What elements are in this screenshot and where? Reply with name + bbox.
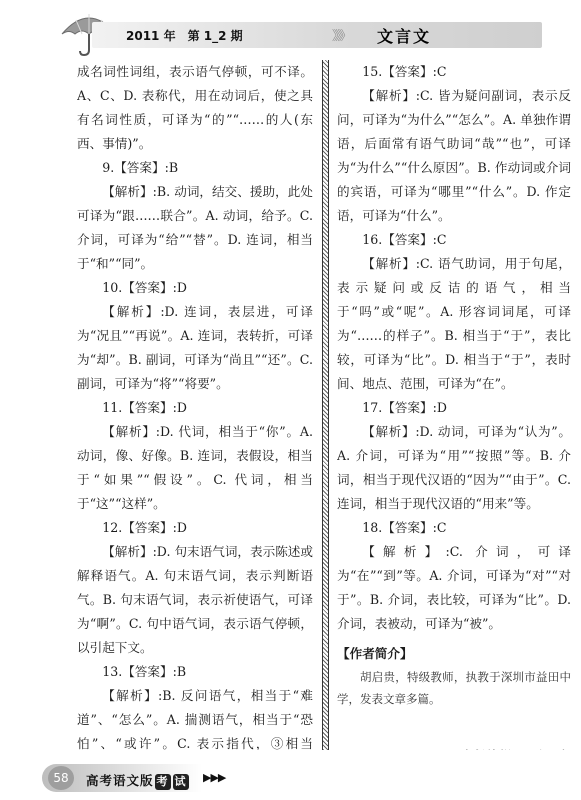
- answer-paragraph: 17.【答案】:D: [362, 400, 447, 415]
- answer-paragraph: 【解析】:D. 连词，表层进，可译为“况且”“再说”。A. 连词，表转折，可译为“却”。B. 副词，可译为“尚且”“还”。C. 副词，可译为“将”“将要”。: [77, 304, 313, 391]
- magazine-name: [86, 771, 190, 790]
- answer-paragraph: 【解析】:C. 皆为疑问副词，表示反问，可译为“为什么”“怎么”。A. 单独作谓语，后面常有语气助词“哉”“也”，可译为“为什么”“什么原因”。B. 作动词或介词的宾语，可译为“哪里”“什么”。D. 作定语，可译为“什么”。: [337, 88, 571, 223]
- answer-paragraph: 9.【答案】:B: [102, 160, 179, 175]
- left-column: [77, 60, 313, 750]
- magazine-prefix: 高考语文版: [86, 773, 154, 788]
- section-title: 文言文: [377, 27, 432, 46]
- answer-paragraph: 12.【答案】:D: [102, 520, 187, 535]
- answer-paragraph: 【解析】:D. 代词，相当于“你”。A. 动词，像、好像。B. 连词，表假设，相当于“如果”“假设”。C. 代词，相当于“这”“这样”。: [77, 424, 313, 511]
- column-divider: [322, 60, 329, 750]
- answer-paragraph: 15.【答案】:C: [362, 64, 447, 79]
- answer-paragraph: 18.【答案】:C: [362, 520, 447, 535]
- chevron-arrows-icon: 》》》: [332, 29, 350, 44]
- answer-paragraph: 13.【答案】:B: [102, 664, 187, 679]
- editor-label: [461, 749, 513, 750]
- header-band: [92, 22, 542, 48]
- page-number: 58: [48, 766, 74, 790]
- right-answer-list: [337, 60, 571, 636]
- magazine-box-kao: 考: [156, 775, 169, 788]
- issue-label: 2011 年 第 1_2 期: [126, 29, 243, 43]
- editor-name: [532, 749, 571, 750]
- editor-credit: [337, 744, 571, 750]
- magazine-box-shi: 试: [174, 775, 187, 788]
- answer-paragraph: 【解析】:D. 句末语气词，表示陈述或解释语气。A. 句末语气词，表示判断语气。B. 句末语气词，表示祈使语气，可译为“啊”。C. 句中语气词，表示语气停顿，以引起下文。: [77, 544, 313, 655]
- right-column: [337, 60, 571, 750]
- author-bio: 胡启贵，特级教师，执教于深圳市益田中学，发表文章多篇。: [337, 670, 571, 706]
- answer-paragraph: 11.【答案】:D: [102, 400, 187, 415]
- answer-paragraph: 【解析】:C. 介词，可译为“在”“到”等。A. 介词，可译为“对”“对于”。B. 介词，表比较，可译为“比”。D. 介词，表被动，可译为“被”。: [337, 544, 571, 631]
- answer-paragraph: 10.【答案】:D: [102, 280, 187, 295]
- answer-paragraph: 16.【答案】:C: [362, 232, 447, 247]
- answer-paragraph: 【解析】:C. 语气助词，用于句尾，表示疑问或反诘的语气，相当于“吗”或“呢”。A. 形容词词尾，可译为“……的样子”。B. 相当于“于”，表比较，可译为“比”。D. 相当于“于”，表时间、地点、范围，可译为“在”。: [337, 256, 571, 391]
- author-title: 【作者简介】: [337, 646, 413, 661]
- answer-paragraph: 【解析】:D. 动词，可译为“认为”。A. 介词，可译为“用”“按照”等。B. 介词，相当于现代汉语的“因为”“由于”。C. 连词，相当于现代汉语的“用来”等。: [337, 424, 571, 511]
- forward-arrows-icon: ▶▶▶: [203, 771, 226, 784]
- answer-paragraph: 【解析】:B. 反问语气，相当于“难道”、“怎么”。A. 揣测语气，相当于“恐怕”、“或许”。C. 表示指代，③相当: [77, 688, 313, 750]
- answer-paragraph: 成名词性词组，表示语气停顿，可不译。A、C、D. 表称代，用在动词后，使之具有名词性质，可译为“的”“……的人(东西、事情)”。: [77, 64, 313, 151]
- answer-paragraph: 【解析】:B. 动词，结交、援助，此处可译为“跟……联合”。A. 动词，给予。C. 介词，可译为“给”“替”。D. 连词，相当于“和”“同”。: [77, 184, 313, 271]
